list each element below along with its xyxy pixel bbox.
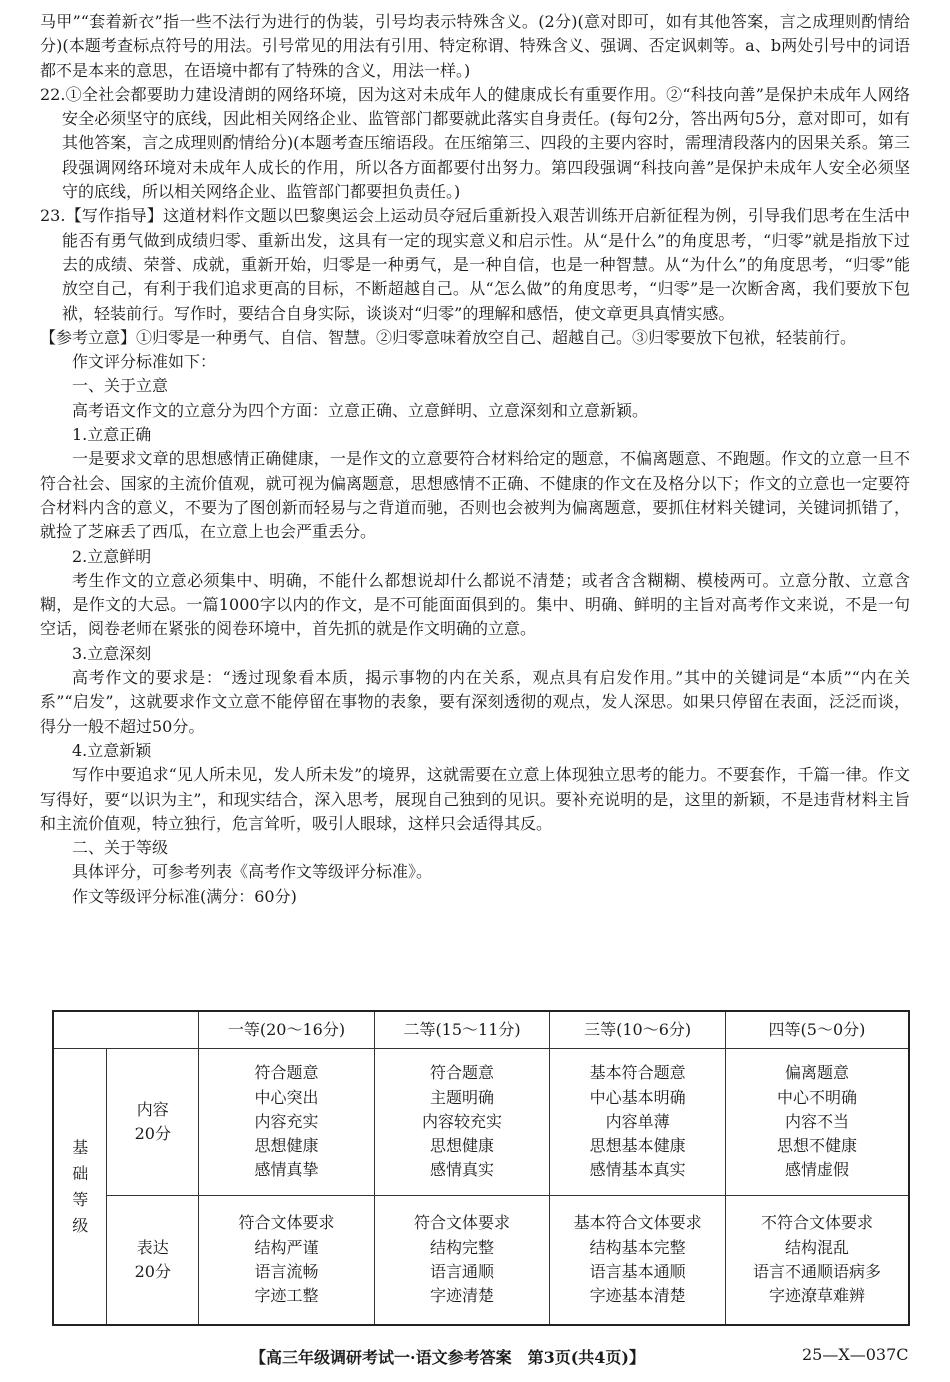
table-cell: 基本符合题意 中心基本明确 内容单薄 思想基本健康 感情基本真实 xyxy=(550,1049,726,1196)
table-cell: 符合文体要求 结构完整 语言通顺 字迹清楚 xyxy=(374,1196,550,1326)
header-third-grade: 三等(10～6分) xyxy=(550,1011,726,1049)
corner-cell xyxy=(53,1011,199,1049)
paragraph: 一是要求文章的思想感情正确健康，一是作文的立意要符合材料给定的题意，不偏离题意、不跑题。作文的立意一旦不符合社会、国家的主流价值观，就可视为偏离题意，思想感情不正确、不健康的作文在及格分以下；作文的立意也一定要符合材料内含的意义，不要为了图创新而轻易与之背道而驰，否则也会被判为偏离题意，要抓住材料关键词，关键词抓错了，就捡了芝麻丢了西瓜，在立意上也会严重丢分。 xyxy=(40,449,910,542)
subheading-novel: 4.立意新颖 xyxy=(72,740,152,760)
table-cell: 基本符合文体要求 结构基本完整 语言基本通顺 字迹基本清楚 xyxy=(550,1196,726,1326)
basic-grade-label: 基 础 等 级 xyxy=(53,1049,107,1326)
footer-title: 【高三年级调研考试一·语文参考答案 第3页(共4页)】 xyxy=(250,1348,645,1367)
table-cell: 偏离题意 中心不明确 内容不当 思想不健康 感情虚假 xyxy=(725,1049,909,1196)
subheading-correct: 1.立意正确 xyxy=(72,425,152,445)
paragraph: 写作中要追求“见人所未见，发人所未发”的境界，这就需要在立意上体现独立思考的能力。不要套作，千篇一律。作文写得好，要“以识为主”，和现实结合，深入思考，展现自己独到的见识。要补充说明的是，这里的新颖，不是违背材料主旨和主流价值观，特立独行，危言耸听，吸引人眼球，这样只会适得其反。 xyxy=(40,765,910,833)
header-fourth-grade: 四等(5～0分) xyxy=(725,1011,909,1049)
scoring-standard-heading: 作文评分标准如下： xyxy=(72,352,217,372)
subheading-profound: 3.立意深刻 xyxy=(72,643,152,663)
paragraph: 考生作文的立意必须集中、明确，不能什么都想说却什么都说不清楚；或者含含糊糊、模棱两可。立意分散、立意含糊，是作文的大忌。一篇1000字以内的作文，是不可能面面俱到的。集中、明确、鲜明的主旨对高考作文来说，不是一句空话，阅卷老师在紧张的阅卷环境中，首先抓的就是作文明确的立意。 xyxy=(40,570,910,639)
exam-code: 25—X—037C xyxy=(802,1345,909,1364)
paragraph: 马甲”“套着新衣”指一些不法行为进行的伪装，引号均表示特殊含义。(2分)(意对即可，如有其他答案，言之成理则酌情给分)(本题考查标点符号的用法。引号常见的用法有引用、特定称谓、特殊含义、强调、否定讽刺等。a、b两处引号中的词语都不是本来的意思，在语境中都有了特殊的含义，用法一样。) xyxy=(40,12,910,80)
table-cell: 符合文体要求 结构严谨 语言流畅 字迹工整 xyxy=(199,1196,375,1326)
reference-theme: 【参考立意】①归零是一种勇气、自信、智慧。②归零意味着放空自己、超越自己。③归零要放下包袱，轻装前行。 xyxy=(40,327,857,347)
grading-table xyxy=(52,1010,910,1326)
row-label-expression: 表达 20分 xyxy=(107,1196,199,1326)
table-cell: 符合题意 中心突出 内容充实 思想健康 感情真挚 xyxy=(199,1049,375,1196)
header-second-grade: 二等(15～11分) xyxy=(374,1011,550,1049)
paragraph: 具体评分，可参考列表《高考作文等级评分标准》。 xyxy=(72,862,433,882)
table-row-content xyxy=(53,1049,909,1196)
paragraph: 高考语文作文的立意分为四个方面：立意正确、立意鲜明、立意深刻和立意新颖。 xyxy=(72,400,649,420)
subheading-distinct: 2.立意鲜明 xyxy=(72,546,152,566)
table-cell: 不符合文体要求 结构混乱 语言不通顺语病多 字迹潦草难辨 xyxy=(725,1196,909,1326)
section-heading-grade: 二、关于等级 xyxy=(72,838,169,858)
section-heading-theme: 一、关于立意 xyxy=(72,376,169,396)
answer-23-writing-guide: 23.【写作指导】这道材料作文题以巴黎奥运会上运动员夺冠后重新投入艰苦训练开启新征程为例，引导我们思考在生活中能否有勇气做到成绩归零、重新出发，这具有一定的现实意义和启示性。从“是什么”的角度思考，“归零”就是指放下过去的成绩、荣誉、成就，重新开始，归零是一种勇气，是一种自信，也是一种智慧。从“为什么”的角度思考，“归零”能放空自己，有利于我们追求更高的目标，不断超越自己。从“怎么做”的角度思考，“归零”是一次断舍离，我们要放下包袱，轻装前行。写作时，要结合自身实际，谈谈对“归零”的理解和感悟，使文章更具真情实感。 xyxy=(40,206,910,323)
answer-page xyxy=(40,10,910,909)
paragraph: 高考作文的要求是：“透过现象看本质，揭示事物的内在关系，观点具有启发作用。”其中的关键词是“本质”“内在关系”“启发”，这就要求作文立意不能停留在事物的表象，要有深刻透彻的观点，发人深思。如果只停留在表面，泛泛而谈，得分一般不超过50分。 xyxy=(40,668,910,736)
header-first-grade: 一等(20～16分) xyxy=(199,1011,375,1049)
table-cell: 符合题意 主题明确 内容较充实 思想健康 感情真实 xyxy=(374,1049,550,1196)
table-row-expression xyxy=(53,1196,909,1326)
row-label-content: 内容 20分 xyxy=(107,1049,199,1196)
table-header-row xyxy=(53,1011,909,1049)
answer-22: 22.①全社会都要助力建设清朗的网络环境，因为这对未成年人的健康成长有重要作用。②“科技向善”是保护未成年人网络安全必须坚守的底线，因此相关网络企业、监管部门都要就此落实自身责任。(每句2分，答出两句5分，意对即可，如有其他答案，言之成理则酌情给分)(本题考查压缩语段。在压缩第三、四段的主要内容时，需理清段落内的因果关系。第三段强调网络环境对未成年人成长的作用，所以各方面都要付出努力。第四段强调“科技向善”是保护未成年人安全必须坚守的底线，所以相关网络企业、监管部门都要担负责任。) xyxy=(40,84,910,202)
table-caption: 作文等级评分标准(满分：60分) xyxy=(72,886,297,906)
